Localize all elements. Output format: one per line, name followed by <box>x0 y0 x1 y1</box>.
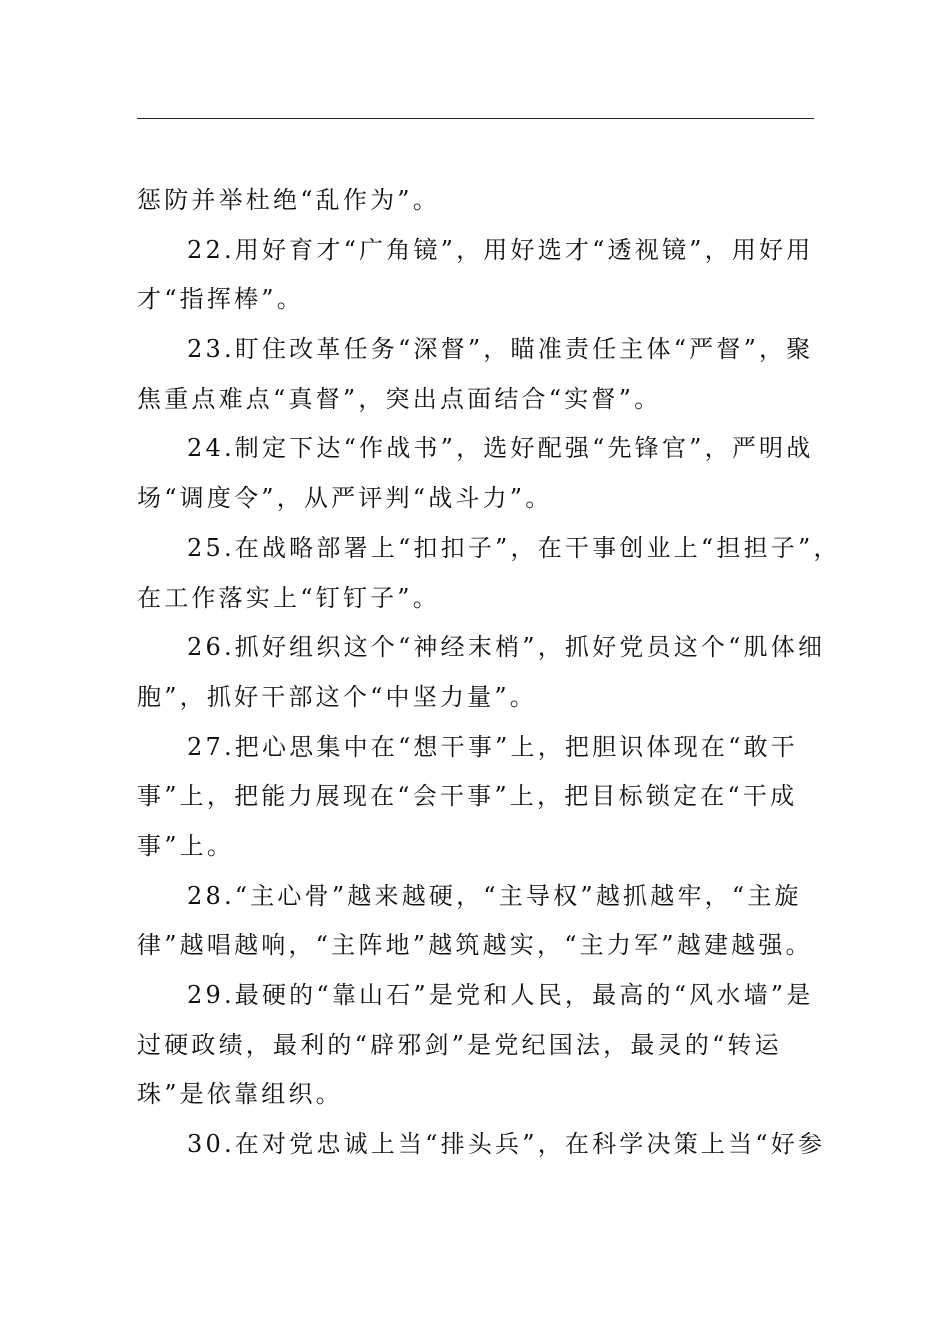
text-line-17: 29.最硬的“靠山石”是党和人民，最高的“风水墙”是 <box>187 981 814 1009</box>
text-line-20: 30.在对党忠诚上当“排头兵”，在科学决策上当“好参 <box>187 1130 826 1159</box>
text-line-4: 23.盯住改革任务“深督”，瞄准责任主体“严督”，聚 <box>187 335 814 364</box>
text-line-11: 胞”，抓好干部这个“中坚力量”。 <box>137 682 538 711</box>
text-line-19: 珠”是依靠组织。 <box>137 1080 343 1109</box>
text-line-16: 律”越唱越响，“主阵地”越筑越实，“主力军”越建越强。 <box>137 931 813 960</box>
text-line-13: 事”上，把能力展现在“会干事”上，把目标锁定在“干成 <box>137 782 798 811</box>
text-line-5: 焦重点难点“真督”，突出点面结合“实督”。 <box>137 384 662 413</box>
text-line-15: 28.“主心骨”越来越硬，“主导权”越抓越牢，“主旋 <box>187 881 802 910</box>
text-line-1: 惩防并举杜绝“乱作为”。 <box>137 186 440 214</box>
text-line-7: 场“调度令”，从严评判“战斗力”。 <box>137 484 553 513</box>
text-line-12: 27.把心思集中在“想干事”上，把胆识体现在“敢干 <box>187 732 798 761</box>
text-line-6: 24.制定下达“作战书”，选好配强“先锋官”，严明战 <box>187 434 814 463</box>
text-line-8: 25.在战略部署上“扣扣子”，在干事创业上“担担子”， <box>187 533 841 562</box>
header-rule <box>137 118 814 119</box>
text-line-14: 事”上。 <box>137 831 235 860</box>
text-line-3: 才“指挥棒”。 <box>137 285 304 314</box>
text-line-2: 22.用好育才“广角镜”，用好选才“透视镜”，用好用 <box>187 235 814 264</box>
text-line-18: 过硬政绩，最利的“辟邪剑”是党纪国法，最灵的“转运 <box>137 1030 782 1059</box>
document-body <box>137 176 841 1170</box>
text-line-10: 26.抓好组织这个“神经末梢”，抓好党员这个“肌体细 <box>187 633 826 662</box>
text-line-9: 在工作落实上“钉钉子”。 <box>137 583 440 612</box>
